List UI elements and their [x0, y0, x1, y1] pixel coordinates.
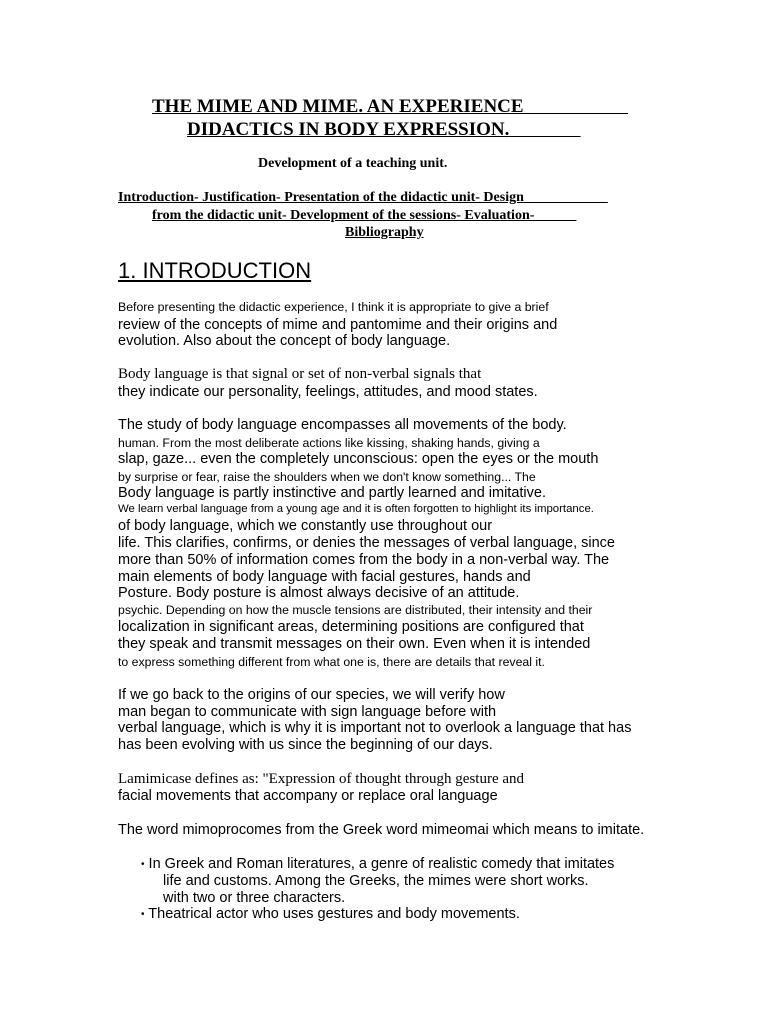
paragraph-4-line: If we go back to the origins of our species, we will verify how — [118, 687, 505, 703]
paragraph-3-line: they speak and transmit messages on their own. Even when it is intended — [118, 636, 591, 652]
paragraph-4-line: man began to communicate with sign language before with — [118, 704, 497, 720]
paragraph-1-line: evolution. Also about the concept of body language. — [118, 333, 451, 349]
paragraph-2-line: Body language is that signal or set of non-verbal signals that — [118, 366, 482, 382]
paragraph-4-line: verbal language, which is why it is important not to overlook a language that has — [118, 720, 632, 736]
list-item-continuation: with two or three characters. — [163, 890, 346, 906]
paragraph-3-line: to express something different from what one is, there are details that reveal it. — [118, 655, 545, 669]
paragraph-3-line: localization in significant areas, determining positions are configured that — [118, 619, 584, 635]
list-item-text: In Greek and Roman literatures, a genre of realistic comedy that imitates — [148, 856, 615, 872]
paragraph-2-line: they indicate our personality, feelings, attitudes, and mood states. — [118, 384, 538, 400]
list-item-continuation: life and customs. Among the Greeks, the mimes were short works. — [163, 873, 589, 889]
paragraph-3-line: life. This clarifies, confirms, or denies the messages of verbal language, since — [118, 535, 616, 551]
list-item-text: Theatrical actor who uses gestures and body movements. — [148, 906, 520, 922]
paragraph-3-line: human. From the most deliberate actions like kissing, shaking hands, giving a — [118, 436, 540, 450]
paragraph-1-line: review of the concepts of mime and pantomime and their origins and — [118, 317, 558, 333]
paragraph-3-line: psychic. Depending on how the muscle tensions are distributed, their intensity and their — [118, 603, 593, 617]
paragraph-3-line: main elements of body language with facial gestures, hands and — [118, 569, 531, 585]
list-item — [141, 906, 520, 922]
section-heading-introduction: 1. INTRODUCTION — [118, 258, 312, 283]
paragraph-1-line: Before presenting the didactic experience, I think it is appropriate to give a brief — [118, 300, 549, 314]
paragraph-3-line: Body language is partly instinctive and partly learned and imitative. — [118, 485, 546, 501]
paragraph-3-line: The study of body language encompasses all movements of the body. — [118, 417, 567, 433]
paragraph-3-line: more than 50% of information comes from the body in a non-verbal way. The — [118, 552, 610, 568]
bullet-icon: • — [141, 909, 145, 920]
toc-line-3: Bibliography — [345, 225, 424, 240]
paragraph-3-line: We learn verbal language from a young age and it is often forgotten to highlight its importance. — [118, 503, 594, 515]
paragraph-3-line: Posture. Body posture is almost always decisive of an attitude. — [118, 585, 520, 601]
paragraph-4-line: has been evolving with us since the beginning of our days. — [118, 737, 493, 753]
document-title-line-1: THE MIME AND MIME. AN EXPERIENCE — [152, 96, 524, 117]
toc-line-1: Introduction- Justification- Presentation of the didactic unit- Design — [118, 190, 524, 205]
paragraph-5-line: Lamimicase defines as: "Expression of thought through gesture and — [118, 771, 525, 787]
list-item — [141, 856, 614, 872]
toc-line-2: from the didactic unit- Development of the sessions- Evaluation- — [152, 208, 535, 223]
document-title-line-2: DIDACTICS IN BODY EXPRESSION. — [187, 119, 510, 140]
paragraph-3-line: by surprise or fear, raise the shoulders when we don't know something... The — [118, 470, 536, 484]
bullet-icon: • — [141, 859, 145, 870]
paragraph-5-line: facial movements that accompany or replace oral language — [118, 788, 498, 804]
paragraph-3-line: of body language, which we constantly use throughout our — [118, 518, 493, 534]
paragraph-3-line: slap, gaze... even the completely unconscious: open the eyes or the mouth — [118, 451, 599, 467]
paragraph-6-line: The word mimoprocomes from the Greek word mimeomai which means to imitate. — [118, 822, 645, 838]
document-subtitle: Development of a teaching unit. — [258, 156, 448, 171]
